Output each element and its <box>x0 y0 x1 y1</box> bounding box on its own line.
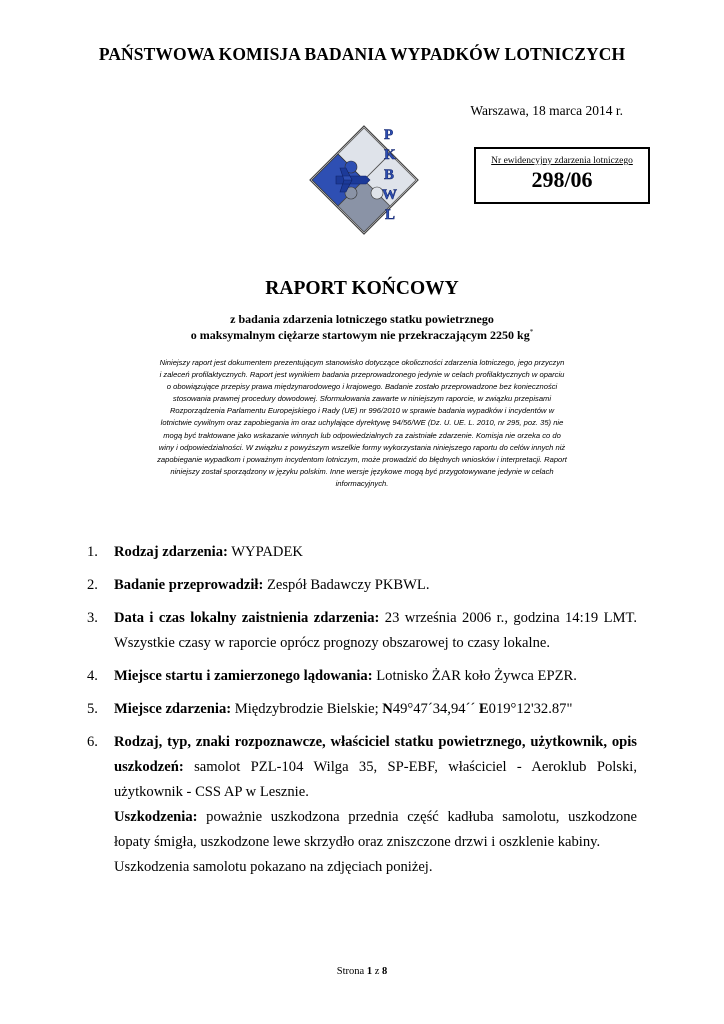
list-item: 6. Rodzaj, typ, znaki rozpoznawcze, właściciel statku powietrznego, użytkownik, opis uszkodzeń: samolot PZL-104 Wilga 35, SP-EBF, właściciel - Aeroklub Polski, użytkownik - CSS AP w Lesznie. Uszkodzenia: poważnie uszkodzona przednia część kadłuba samolotu, uszkodzone łopaty śmigła, uszkodzone lewe skrzydło oraz zniszczone drzwi i oszklenie kabiny. Uszkodzenia samolotu pokazano na zdjęciach poniżej. <box>87 730 637 880</box>
disclaimer-line: niniejszy został sporządzony w języku polskim. Inne wersje językowe mogą być przygotowywane jedynie w celach <box>170 466 554 476</box>
disclaimer-line: stosowania prawnej procedury dowodowej. Sformułowania zawarte w niniejszym raporcie, w związku przepisami <box>172 394 552 404</box>
photos-note: Uszkodzenia samolotu pokazano na zdjęciach poniżej. <box>114 859 433 875</box>
list-item: 1. Rodzaj zdarzenia: WYPADEK <box>87 544 303 560</box>
logo-letter: L <box>385 207 396 223</box>
disclaimer-line: informacyjnych. <box>335 478 389 488</box>
pkbwl-logo <box>306 122 422 238</box>
report-subtitle-line2: o maksymalnym ciężarze startowym nie przekraczającym 2250 kg* <box>190 328 534 342</box>
list-item: 2. Badanie przeprowadził: Zespół Badawczy PKBWL. <box>87 577 430 593</box>
logo-letter: W <box>382 187 397 203</box>
latitude-label: N <box>382 701 393 717</box>
damage-value: poważnie uszkodzona przednia część kadłuba samolotu, uszkodzone łopaty śmigła, uszkodzone lewe skrzydło oraz zniszczone drzwi i oszklenie kabiny. <box>114 809 637 850</box>
footnote-mark: * <box>529 328 534 336</box>
item-label: Miejsce zdarzenia: <box>114 701 232 717</box>
report-title: RAPORT KOŃCOWY <box>265 278 459 299</box>
disclaimer <box>112 357 612 490</box>
logo-letter: P <box>384 127 394 143</box>
disclaimer-line: winy i odpowiedzialności. W związku z powyższym wszelkie formy wykorzystania niniejszego raportu do celów innych niż <box>158 442 566 452</box>
item-value: samolot PZL-104 Wilga 35, SP-EBF, właściciel - Aeroklub Polski, użytkownik - CSS AP w Lesznie. <box>114 759 637 800</box>
disclaimer-line: o obowiązujące przepisy prawa międzynarodowego i krajowego. Badanie zostało przeprowadzone bez konieczności <box>166 382 558 392</box>
item-label: Rodzaj, typ, znaki rozpoznawcze, właściciel statku powietrznego, użytkownik, opis uszkodzeń: <box>114 734 637 775</box>
disclaimer-line: zapobieganie wypadkom i poważnym incydentom lotniczym, może prowadzić do błędnych wniosków i interpretacji. Raport <box>157 454 567 464</box>
item-label: Miejsce startu i zamierzonego lądowania: <box>114 668 373 684</box>
report-subtitle-line1: z badania zdarzenia lotniczego statku powietrznego <box>230 312 494 326</box>
longitude-value: 019°12'32.87" <box>488 701 573 717</box>
item-value: 23 września 2006 r., godzina 14:19 LMT. Wszystkie czasy w raporcie oprócz prognozy obszarowej to czasy lokalne. <box>114 610 638 651</box>
evidence-number: 298/06 <box>531 167 593 192</box>
list-item: 5. Miejsce zdarzenia: Międzybrodzie Bielskie; N49°47´34,94´´ E019°12'32.87" <box>87 701 573 717</box>
longitude-label: E <box>478 701 489 717</box>
item-label: Data i czas lokalny zaistnienia zdarzenia: <box>114 610 380 626</box>
evidence-label: Nr ewidencyjny zdarzenia lotniczego <box>491 156 633 166</box>
item-value: Międzybrodzie Bielskie; <box>231 701 383 717</box>
commission-title: PAŃSTWOWA KOMISJA BADANIA WYPADKÓW LOTNICZYCH <box>98 44 626 64</box>
latitude-value: 49°47´34,94´´ <box>392 701 479 717</box>
item-label: Badanie przeprowadził: <box>114 577 264 593</box>
item-value: Lotnisko ŻAR koło Żywca EPZR. <box>372 668 577 684</box>
disclaimer-line: lotnictwie cywilnym oraz zapobiegania im oraz uchylające dyrektywę 94/56/WE (Dz. U. UE. L. 2010, nr 295, poz. 35) nie <box>160 418 564 428</box>
damage-label: Uszkodzenia: <box>114 809 198 825</box>
logo-letter: B <box>384 167 395 183</box>
disclaimer-line: i zaleceń profilaktycznych. Raport jest wynikiem badania przeprowadzonego jedynie w celach profilaktycznych w oparciu <box>159 370 565 380</box>
disclaimer-line: Rozporządzenia Parlamentu Europejskiego i Rady (UE) nr 996/2010 w sprawie badania wypadków i incydentów w <box>169 406 555 416</box>
item-value: Zespół Badawczy PKBWL. <box>263 577 430 593</box>
logo-letter: K <box>384 147 396 163</box>
item-value: WYPADEK <box>227 544 303 560</box>
evidence-number-box <box>474 147 650 204</box>
page-footer: Strona 1 z 8 <box>336 966 388 977</box>
list-item: 4. Miejsce startu i zamierzonego lądowania: Lotnisko ŻAR koło Żywca EPZR. <box>87 668 577 684</box>
list-item: 3. Data i czas lokalny zaistnienia zdarzenia: 23 września 2006 r., godzina 14:19 LMT. Wszystkie czasy w raporcie oprócz prognozy obszarowej to czasy lokalne. <box>87 610 638 651</box>
disclaimer-line: mogą być traktowane jako wskazanie winnych lub odpowiedzialnych za zaistniałe zdarzenie. Komisja nie orzeka co do <box>163 430 561 440</box>
report-date: Warszawa, 18 marca 2014 r. <box>470 103 623 118</box>
disclaimer-line: Niniejszy raport jest dokumentem prezentującym stanowisko dotyczące okoliczności zdarzenia lotniczego, jego przyczyn <box>159 358 565 367</box>
item-label: Rodzaj zdarzenia: <box>114 544 228 560</box>
page-number: 1 <box>366 966 373 977</box>
page-total: 8 <box>381 966 388 977</box>
